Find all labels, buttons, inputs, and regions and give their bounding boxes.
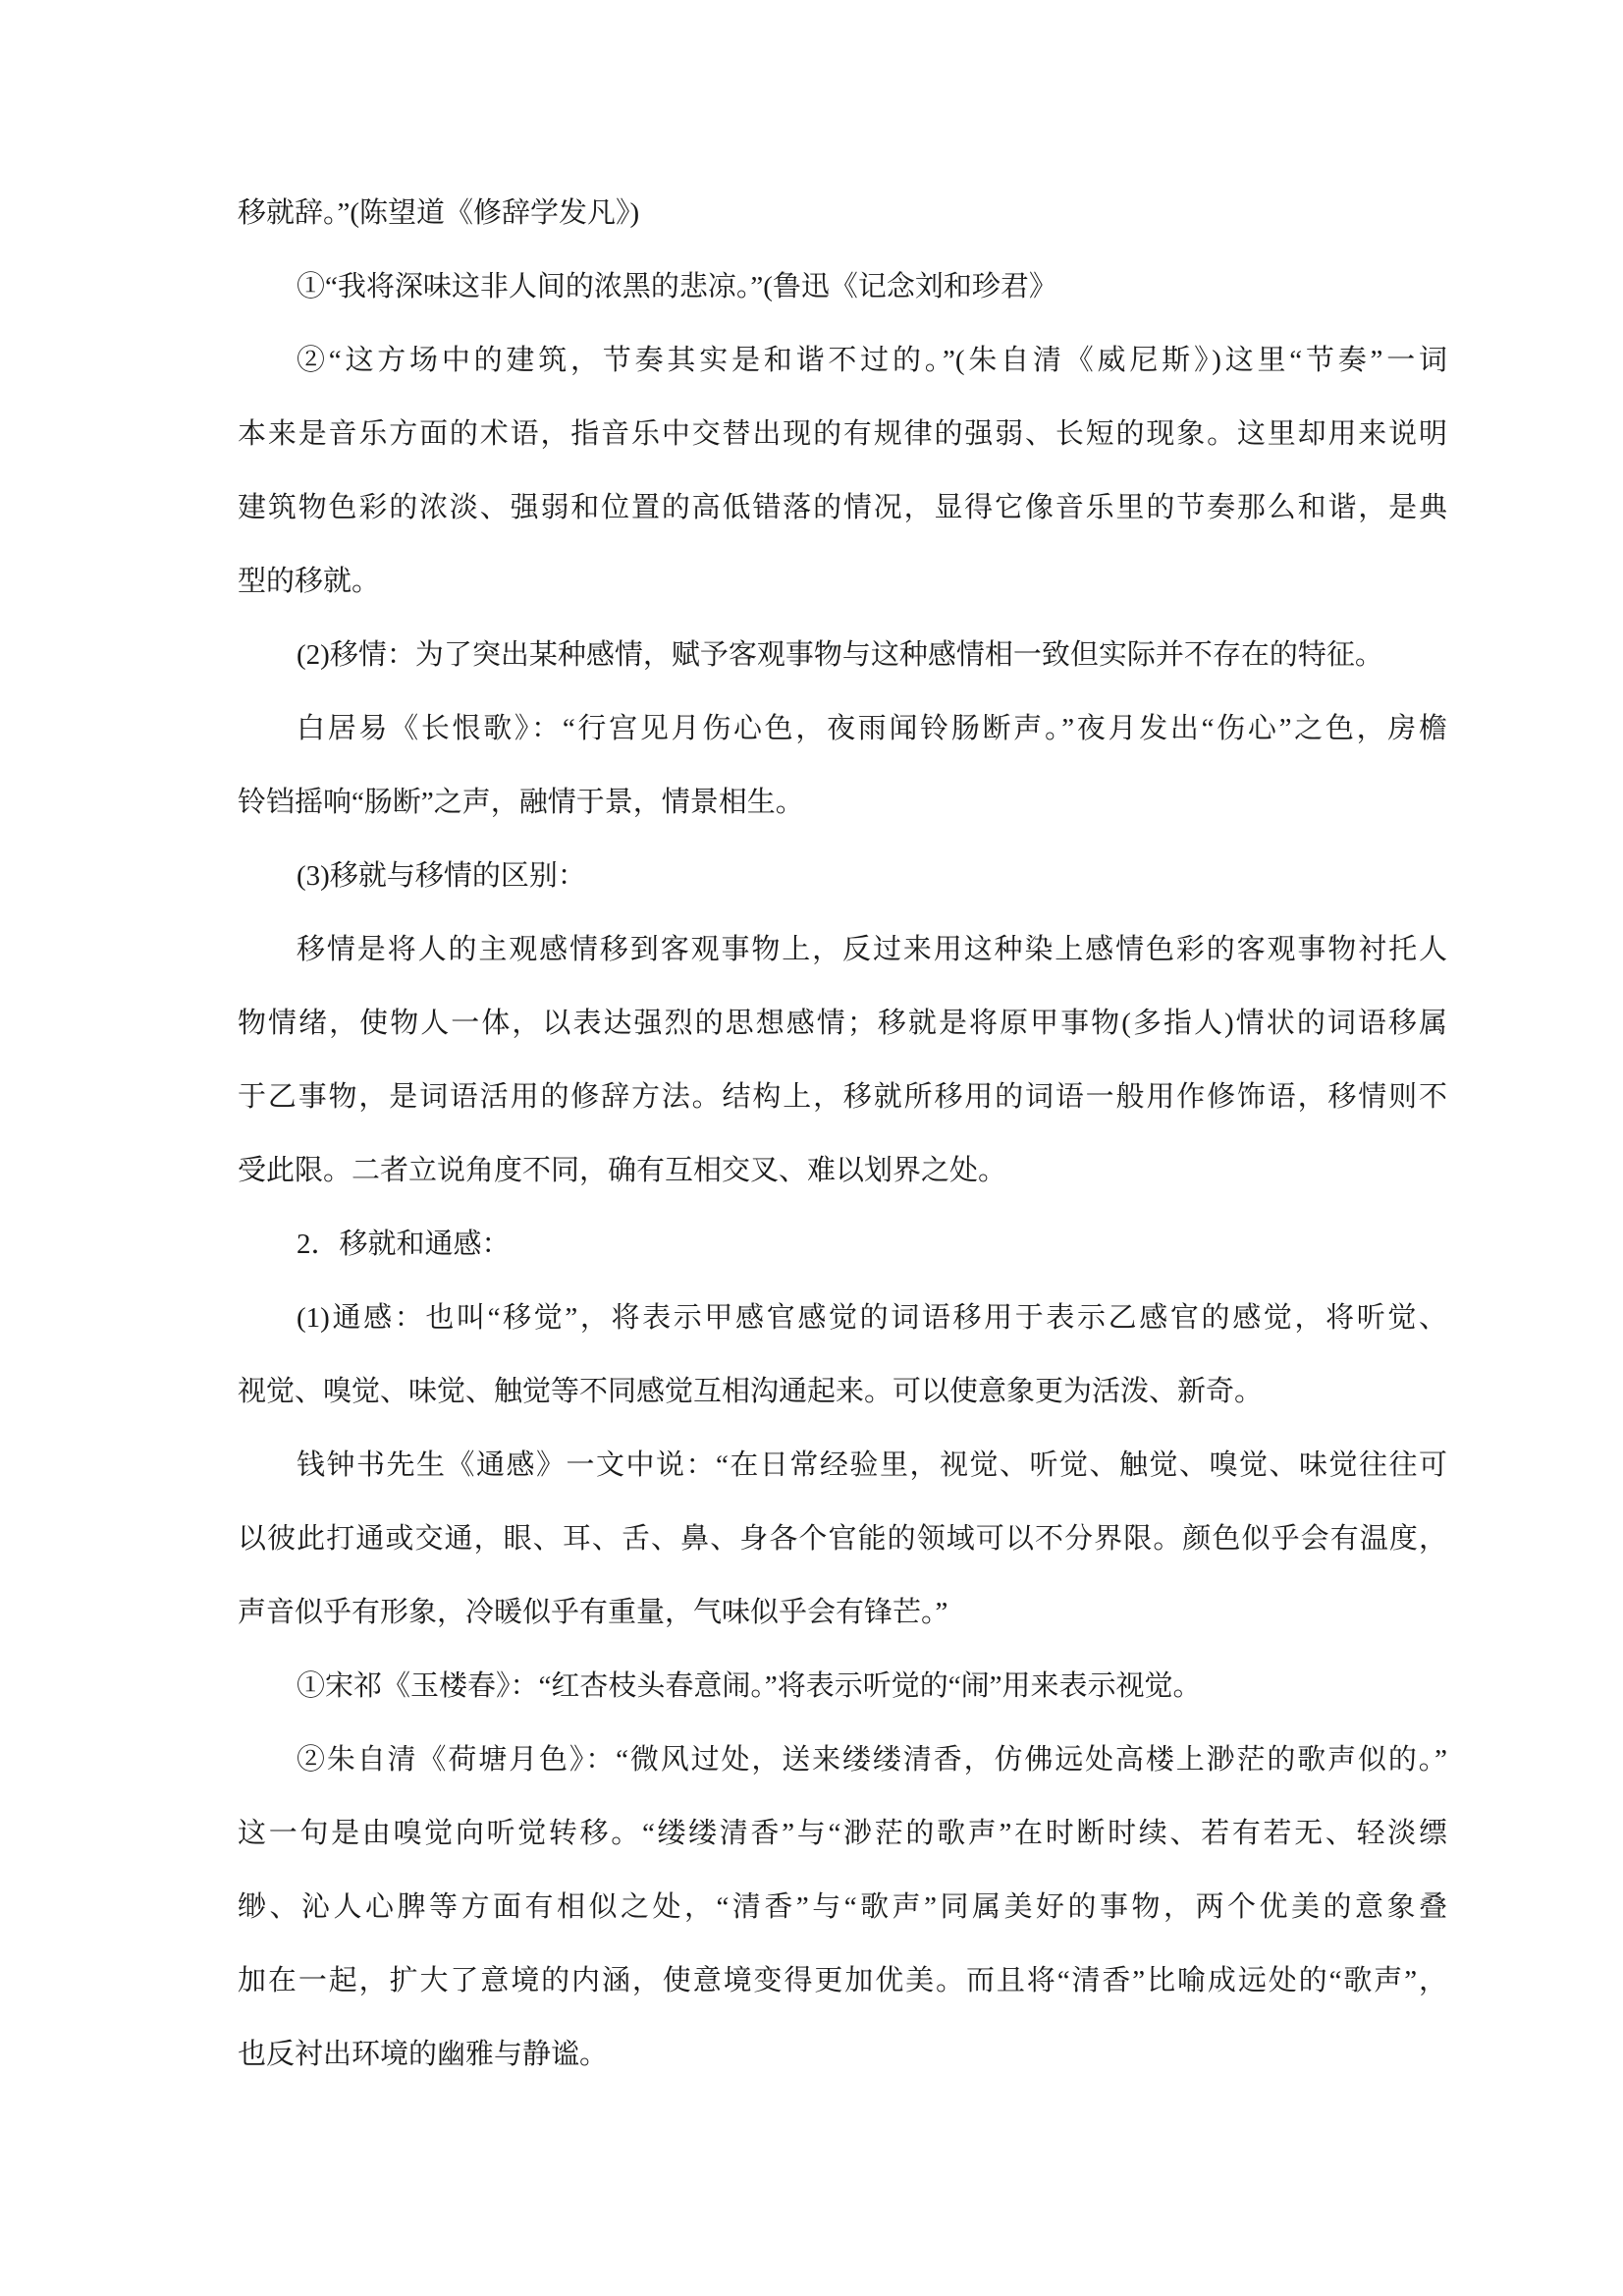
text-line: 视觉、嗅觉、味觉、触觉等不同感觉互相沟通起来。可以使意象更为活泼、新奇。 xyxy=(238,1376,1264,1407)
paragraph xyxy=(238,1282,1447,1429)
paragraph xyxy=(238,324,1447,619)
paragraph xyxy=(238,177,1447,250)
text-line: 物情绪，使物人一体，以表达强烈的思想感情；移就是将原甲事物(多指人)情状的词语移属 xyxy=(238,1008,1447,1039)
paragraph xyxy=(238,619,1447,692)
text-line: 移情是将人的主观感情移到客观事物上，反过来用这种染上感情色彩的客观事物衬托人 xyxy=(297,934,1447,965)
text-line: 2．移就和通感： xyxy=(297,1229,511,1260)
text-line: (1)通感：也叫“移觉”，将表示甲感官感觉的词语移用于表示乙感官的感觉，将听觉、 xyxy=(297,1302,1447,1334)
text-line: 以彼此打通或交通，眼、耳、舌、鼻、身各个官能的领域可以不分界限。颜色似乎会有温度， xyxy=(238,1523,1447,1555)
paragraph xyxy=(238,1723,1447,2092)
paragraph xyxy=(238,250,1447,324)
text-line: ①宋祁《玉楼春》：“红杏枝头春意闹。”将表示听觉的“闹”用来表示视觉。 xyxy=(297,1670,1202,1702)
text-line: 声音似乎有形象，冷暖似乎有重量，气味似乎会有锋芒。” xyxy=(238,1597,948,1628)
text-line: ②“这方场中的建筑，节奏其实是和谐不过的。”(朱自清《威尼斯》)这里“节奏”一词 xyxy=(297,345,1447,376)
paragraph xyxy=(238,1429,1447,1650)
paragraph xyxy=(238,1650,1447,1723)
text-line: 铃铛摇响“肠断”之声，融情于景，情景相生。 xyxy=(238,787,804,818)
document-body xyxy=(238,177,1447,2092)
text-line: 受此限。二者立说角度不同，确有互相交叉、难以划界之处。 xyxy=(238,1155,1007,1186)
text-line: 这一句是由嗅觉向听觉转移。“缕缕清香”与“渺茫的歌声”在时断时续、若有若无、轻淡缥 xyxy=(238,1818,1447,1849)
paragraph xyxy=(238,840,1447,913)
text-line: 缈、沁人心脾等方面有相似之处，“清香”与“歌声”同属美好的事物，两个优美的意象叠 xyxy=(238,1891,1447,1923)
text-line: 也反衬出环境的幽雅与静谧。 xyxy=(238,2039,609,2070)
paragraph xyxy=(238,1208,1447,1282)
paragraph xyxy=(238,913,1447,1208)
text-line: ②朱自清《荷塘月色》：“微风过处，送来缕缕清香，仿佛远处高楼上渺茫的歌声似的。” xyxy=(297,1744,1447,1776)
text-line: 建筑物色彩的浓淡、强弱和位置的高低错落的情况，显得它像音乐里的节奏那么和谐，是典 xyxy=(238,492,1447,523)
text-line: 加在一起，扩大了意境的内涵，使意境变得更加优美。而且将“清香”比喻成远处的“歌声”， xyxy=(238,1965,1447,1996)
text-line: 型的移就。 xyxy=(238,566,381,597)
text-line: 移就辞。”(陈望道《修辞学发凡》) xyxy=(238,197,640,229)
text-line: 钱钟书先生《通感》一文中说：“在日常经验里，视觉、听觉、触觉、嗅觉、味觉往往可 xyxy=(297,1449,1447,1481)
text-line: (2)移情：为了突出某种感情，赋予客观事物与这种感情相一致但实际并不存在的特征。 xyxy=(297,639,1383,671)
text-line: (3)移就与移情的区别： xyxy=(297,860,586,892)
text-line: 白居易《长恨歌》：“行宫见月伤心色，夜雨闻铃肠断声。”夜月发出“伤心”之色，房檐 xyxy=(297,713,1447,744)
paragraph xyxy=(238,692,1447,840)
text-line: 本来是音乐方面的术语，指音乐中交替出现的有规律的强弱、长短的现象。这里却用来说明 xyxy=(238,418,1447,450)
text-line: 于乙事物，是词语活用的修辞方法。结构上，移就所移用的词语一般用作修饰语，移情则不 xyxy=(238,1081,1447,1113)
text-line: ①“我将深味这非人间的浓黑的悲凉。”(鲁迅《记念刘和珍君》 xyxy=(297,271,1057,302)
